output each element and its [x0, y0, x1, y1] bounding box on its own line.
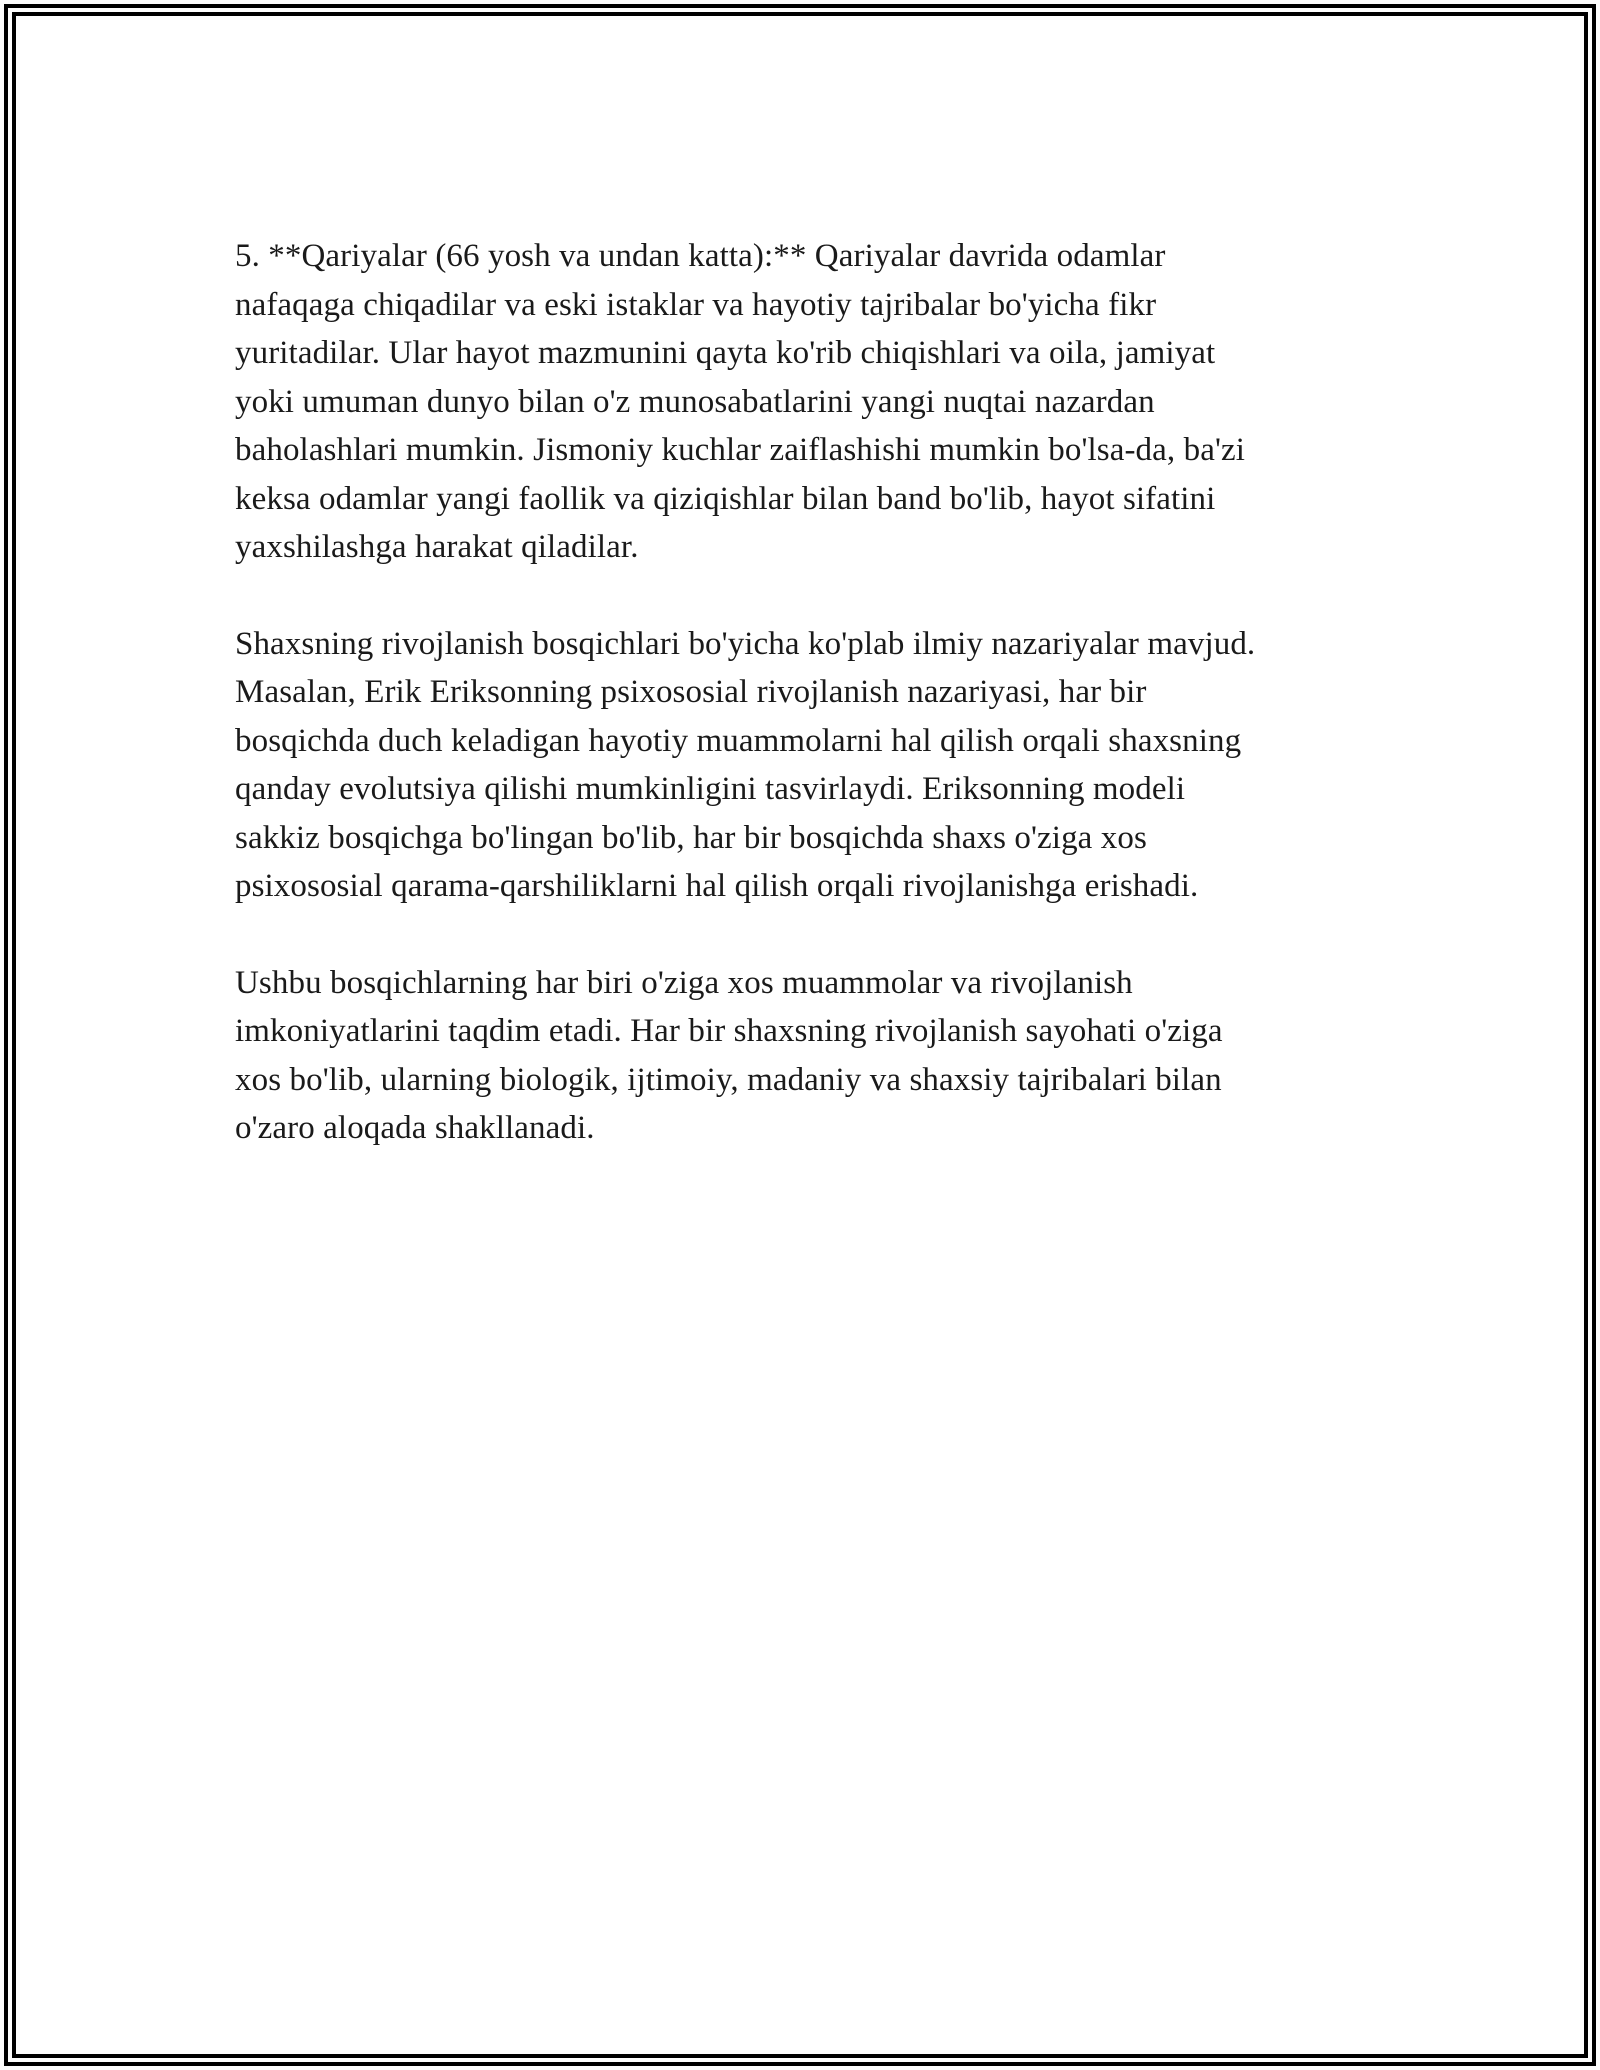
text-line: keksa odamlar yangi faollik va qiziqishlar bilan band bo'lib, hayot sifatini	[235, 480, 1216, 517]
text-line: Ushbu bosqichlarning har biri o'ziga xos muammolar va rivojlanish	[235, 964, 1133, 1001]
text-line: 5. **Qariyalar (66 yosh va undan katta):** Qariyalar davrida odamlar	[235, 238, 1166, 274]
paragraph-elderly-stage	[235, 232, 1380, 572]
text-line: qanday evolutsiya qilishi mumkinligini tasvirlaydi. Eriksonning modeli	[235, 771, 1186, 807]
text-line: psixososial qarama-qarshiliklarni hal qilish orqali rivojlanishga erishadi.	[235, 868, 1199, 904]
text-line: yoki umuman dunyo bilan o'z munosabatlarini yangi nuqtai nazardan	[235, 383, 1155, 420]
text-line: xos bo'lib, ularning biologik, ijtimoiy, madaniy va shaxsiy tajribalari bilan	[235, 1061, 1222, 1098]
text-line: Masalan, Erik Eriksonning psixososial rivojlanish nazariyasi, har bir	[235, 674, 1147, 710]
text-line: imkoniyatlarini taqdim etadi. Har bir shaxsning rivojlanish sayohati o'ziga	[235, 1013, 1223, 1049]
text-line: yuritadilar. Ular hayot mazmunini qayta ko'rib chiqishlari va oila, jamiyat	[235, 335, 1216, 371]
text-line: nafaqaga chiqadilar va eski istaklar va hayotiy tajribalar bo'yicha fikr	[235, 286, 1157, 323]
text-line: yaxshilashga harakat qiladilar.	[235, 529, 639, 565]
text-line: baholashlari mumkin. Jismoniy kuchlar zaiflashishi mumkin bo'lsa-da, ba'zi	[235, 432, 1246, 468]
document-body	[235, 232, 1380, 1201]
paragraph-conclusion	[235, 959, 1380, 1153]
paragraph-theories	[235, 620, 1380, 911]
text-line: o'zaro aloqada shakllanadi.	[235, 1110, 595, 1146]
text-line: bosqichda duch keladigan hayotiy muammolarni hal qilish orqali shaxsning	[235, 722, 1242, 759]
text-line: Shaxsning rivojlanish bosqichlari bo'yicha ko'plab ilmiy nazariyalar mavjud.	[235, 625, 1256, 662]
text-line: sakkiz bosqichga bo'lingan bo'lib, har bir bosqichda shaxs o'ziga xos	[235, 819, 1147, 856]
